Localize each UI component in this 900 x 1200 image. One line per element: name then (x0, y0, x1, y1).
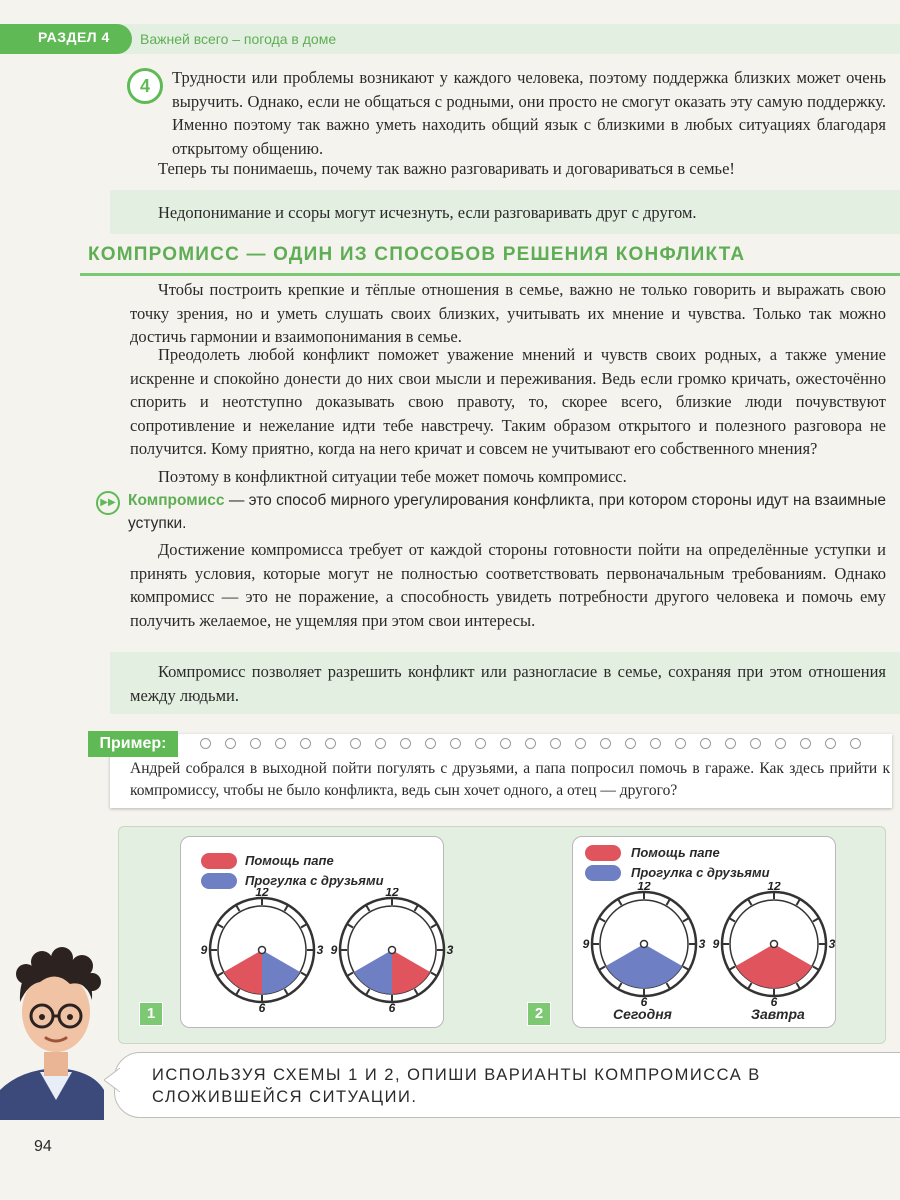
ring-hole (325, 738, 336, 749)
clock-tick-label: 9 (330, 943, 338, 957)
clock-caption-tomorrow: Завтра (751, 1006, 805, 1022)
legend-swatch-help (201, 853, 237, 869)
ring-hole (250, 738, 261, 749)
ring-hole (725, 738, 736, 749)
clock-scheme-1-left (200, 888, 324, 1012)
clock-tick-label: 12 (385, 888, 399, 899)
scheme-2-number: 2 (527, 1002, 551, 1026)
point-4-text: Трудности или проблемы возникают у каждого человека, поэтому поддержка близких может очень выручить. Однако, если не общаться с родными, они просто не смогут оказать эту самую поддержку. Именно поэтому так важно уметь находить общий язык с близкими в любых ситуациях благодаря открытому общению. (172, 68, 886, 158)
clock-today (582, 882, 706, 1006)
clock-caption-today: Сегодня (613, 1006, 672, 1022)
ring-hole (225, 738, 236, 749)
legend-walk-label: Прогулка с друзьями (631, 865, 770, 880)
point-number-badge: 4 (127, 68, 163, 104)
paragraph-3: Поэтому в конфликтной ситуации тебе может помочь компромисс. (158, 467, 627, 486)
clock-tick-label: 12 (767, 882, 781, 893)
ring-hole (500, 738, 511, 749)
ring-hole (575, 738, 586, 749)
legend-help-label: Помощь папе (631, 845, 720, 860)
definition-term: Компромисс (128, 492, 225, 509)
ring-hole (425, 738, 436, 749)
ring-hole (400, 738, 411, 749)
definition (128, 489, 888, 535)
clock-tick-label: 6 (258, 1001, 266, 1012)
section-heading: КОМПРОМИСС — ОДИН ИЗ СПОСОБОВ РЕШЕНИЯ КОНФЛИКТА (88, 244, 746, 265)
clock-tomorrow (712, 882, 836, 1006)
ring-hole (525, 738, 536, 749)
clock-scheme-1-right (330, 888, 454, 1012)
ring-hole (375, 738, 386, 749)
heading-underline (80, 273, 900, 276)
scheme-1-number: 1 (139, 1002, 163, 1026)
section-tag: РАЗДЕЛ 4 (38, 29, 110, 45)
clock-tick-label: 9 (582, 937, 590, 951)
ring-hole (675, 738, 686, 749)
ring-hole (650, 738, 661, 749)
conclusion-text: Теперь ты понимаешь, почему так важно разговаривать и договариваться в семье! (158, 159, 735, 178)
ring-hole (600, 738, 611, 749)
ring-hole (800, 738, 811, 749)
paragraph-2: Преодолеть любой конфликт поможет уважение мнений и чувств своих родных, а также умение искренне и спокойно донести до них свои мысли и переживания. Ведь если громко кричать, ожесточённо спорить и неотступно доказывать свою правоту, то, скорее всего, близкие люди почувствуют сопротивление и нежелание идти тебе навстречу. Таким образом открытого и полезного разговора не получится. Кому приятно, когда на него кричат и совсем не учитывают его собственного мнения? (130, 345, 886, 458)
clock-tick-label: 3 (446, 943, 454, 957)
ring-hole (550, 738, 561, 749)
section-title: Важней всего – погода в доме (140, 31, 337, 47)
ring-hole (350, 738, 361, 749)
example-text: Андрей собрался в выходной пойти погулять с друзьями, а папа попросил помочь в гараже. Как здесь прийти к компромиссу, чтобы не было конфликта, ведь сын хочет одного, а отец — другого? (130, 760, 890, 799)
ring-hole (625, 738, 636, 749)
legend-swatch-help (585, 845, 621, 861)
legend-help-label: Помощь папе (245, 853, 334, 868)
clock-tick-label: 3 (828, 937, 836, 951)
clock-tick-label: 3 (316, 943, 324, 957)
note-box-2 (110, 652, 900, 714)
clock-tick-label: 12 (255, 888, 269, 899)
boy-avatar-illustration (0, 940, 112, 1120)
page-number: 94 (34, 1138, 52, 1155)
section-header (0, 24, 900, 54)
ring-hole (200, 738, 211, 749)
fast-forward-icon: ▶▶ (96, 491, 120, 515)
clock-tick-label: 6 (388, 1001, 396, 1012)
clock-tick-label: 6 (770, 995, 778, 1006)
ring-hole (850, 738, 861, 749)
clock-tick-label: 9 (200, 943, 208, 957)
note-1-text: Недопонимание и ссоры могут исчезнуть, если разговаривать друг с другом. (158, 203, 697, 222)
clock-tick-label: 6 (640, 995, 648, 1006)
clock-tick-label: 3 (698, 937, 706, 951)
clock-tick-label: 12 (637, 882, 651, 893)
ring-hole (825, 738, 836, 749)
ring-hole (775, 738, 786, 749)
paragraph-1: Чтобы построить крепкие и тёплые отношения в семье, важно не только говорить и выражать свою точку зрения, но и уметь слушать своих близких, учитывать их мнение и чувства. Только так можно достичь гармонии и взаимопонимания в семье. (130, 280, 886, 346)
paragraph-after-definition: Достижение компромисса требует от каждой стороны готовности пойти на определённые уступки и принять условия, которые могут не полностью соответствовать первоначальным требованиям. Однако компромисс — это не поражение, а способность увидеть потребности другого человека и помочь ему получить желаемое, не ущемляя при этом свои интересы. (130, 540, 886, 630)
task-text: ИСПОЛЬЗУЯ СХЕМЫ 1 И 2, ОПИШИ ВАРИАНТЫ КОМПРОМИССА В СЛОЖИВШЕЙСЯ СИТУАЦИИ. (152, 1066, 761, 1106)
definition-text: — это способ мирного урегулирования конфликта, при котором стороны идут на взаимные уступки. (128, 492, 886, 532)
legend-swatch-walk (585, 865, 621, 881)
clock-tick-label: 9 (712, 937, 720, 951)
ring-hole (450, 738, 461, 749)
ring-hole (300, 738, 311, 749)
ring-hole (475, 738, 486, 749)
ring-hole (700, 738, 711, 749)
note-2-text: Компромисс позволяет разрешить конфликт или разногласие в семье, сохраняя при этом отношения между людьми. (130, 662, 886, 705)
legend-swatch-walk (201, 873, 237, 889)
ring-hole (750, 738, 761, 749)
note-box-1 (110, 190, 900, 234)
ring-hole (275, 738, 286, 749)
example-label: Пример: (88, 731, 178, 757)
legend-walk-label: Прогулка с друзьями (245, 873, 384, 888)
